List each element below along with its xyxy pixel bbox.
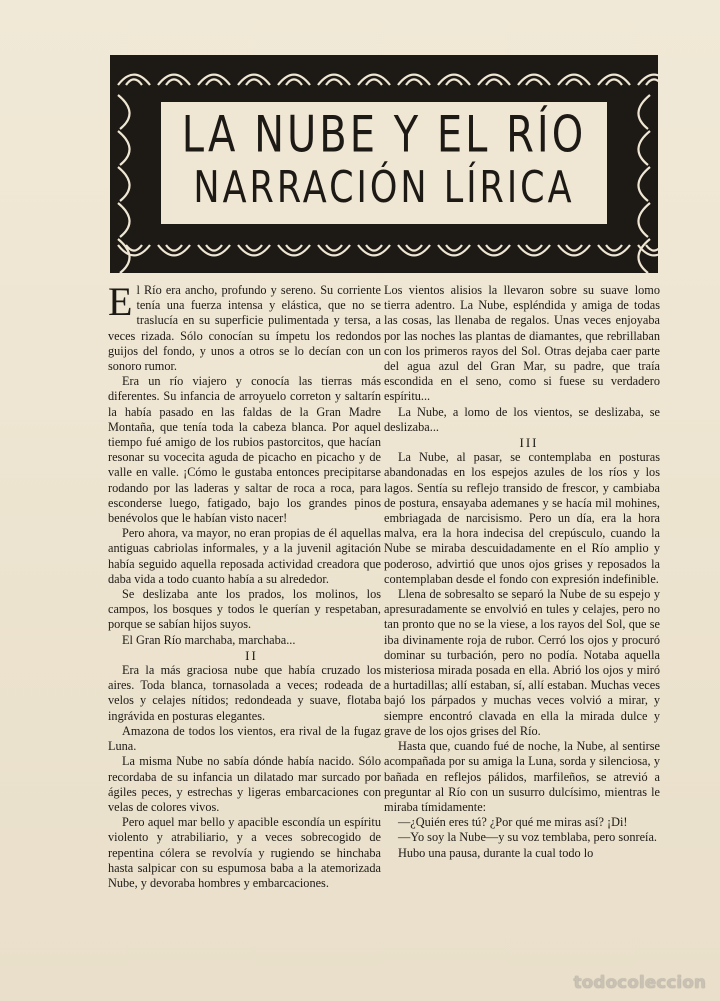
paragraph: Hasta que, cuando fué de noche, la Nube, al sentirse acompañada por su amiga la Luna, sorda y silenciosa, y bañada en reflejos pálidos, marfileños, se atrevió a preguntar al Río con un susurro dulcísimo, mientras le miraba tímidamente:	[384, 739, 660, 814]
drop-cap: E	[108, 279, 133, 324]
right-text-column	[384, 283, 660, 861]
left-text-column	[108, 279, 381, 891]
subtitle: NARRACIÓN LÍRICA	[193, 163, 575, 213]
paragraph: Amazona de todos los vientos, era rival de la fugaz Luna.	[108, 723, 381, 754]
paragraph: La Nube, al pasar, se contemplaba en posturas abandonadas en los espejos azules de los ríos y los lagos. Sentía su reflejo transido de frescor, y cambiaba de postura, ensayaba ademanes y se hacía mil mohines, embriagada de narcisismo. Pero un día, era la hora malva, era la hora indecisa del crepúsculo, cuando la Nube se miraba descuidadamente en el Río amplio y poderoso, advirtió que unos ojos grises y reposados la contemplaban desde el fondo con expresión indefinible.	[384, 450, 660, 586]
paragraph: Era un río viajero y conocía las tierras más diferentes. Su infancia de arroyuelo correton y saltarín la había pasado en las faldas de la Gran Madre Montaña, que tenía toda la cabeza blanca. Por aquel tiempo fué amigo de los rubios pastorcitos, que hacían resonar su vocecita aguda de picacho en picacho y de valle en valle. ¡Cómo le gustaba entonces precipitarse rodando por las laderas y saltar de roca a roca, para esconderse luego, fatigado, bajo los grandes pinos benévolos que le habían visto nacer!	[108, 374, 381, 526]
section-number: II	[245, 647, 258, 663]
main-title: LA NUBE Y EL RÍO	[181, 106, 587, 164]
paragraph	[108, 279, 381, 374]
ornamental-title-frame	[110, 55, 658, 273]
paragraph: Llena de sobresalto se separó la Nube de su espejo y apresuradamente se envolvió en tules y celajes, pero no tan pronto que no se la viese, a los rayos del Sol, que se iba divinamente roja de rubor. Cerró los ojos y procuró dominar su turbación, pero no podía. Notaba aquella misteriosa mirada posada en ella. Abrió los ojos y miró a hurtadillas; allí estaban, sí, allí estaban. Muchas veces bajó los párpados y muchas veces volvió a mirar, y siempre encontró clavada en ella la mirada dulce y grave de los ojos grises del Río.	[384, 587, 660, 738]
paragraph: El Gran Río marchaba, marchaba...	[122, 632, 296, 647]
section-number: III	[519, 435, 539, 451]
paragraph: —Yo soy la Nube—y su voz temblaba, pero sonreía.	[398, 830, 657, 845]
paragraph: —¿Quién eres tú? ¿Por qué me miras así? ¡Di!	[398, 815, 628, 830]
title-box	[158, 99, 610, 227]
watermark-logo: todocoleccion	[573, 973, 706, 993]
paragraph: Pero ahora, va mayor, no eran propias de él aquellas antiguas cabriolas informales, y a la juvenil agitación había seguido aquella reposada actividad creadora que daba vida a todo cuanto había a su alrededor.	[108, 526, 381, 586]
paragraph: La misma Nube no sabía dónde había nacido. Sólo recordaba de su infancia un dilatado mar surcado por ágiles peces, y estrechas y ligeras embarcaciones con velas de colores vivos.	[108, 754, 381, 814]
paragraph: Hubo una pausa, durante la cual todo lo	[398, 845, 594, 860]
paragraph: Era la más graciosa nube que había cruzado los aires. Toda blanca, tornasolada a veces; rodeada de velos y celajes nítidos; redondeada y suave, flotaba ingrávida en posturas elegantes.	[108, 663, 381, 723]
paragraph: Los vientos alisios la llevaron sobre su suave lomo tierra adentro. La Nube, espléndida y amiga de todas las cosas, las llenaba de regalos. Unas veces enjoyaba por las noches las plantas de diamantes, que rebrillaban con los primeros rayos del Sol. Otras dejaba caer parte del agua azul del Gran Mar, su padre, que traía escondida en el seno, como si fuese su verdadero espíritu...	[384, 283, 660, 404]
paragraph: Pero aquel mar bello y apacible escondía un espíritu violento y atrabiliario, y a veces sobrecogido de repentina cólera se revolvía y rugiendo se hinchaba hasta salpicar con su espumosa baba a la atemorizada Nube, y devoraba hombres y embarcaciones.	[108, 815, 381, 890]
paragraph: La Nube, a lomo de los vientos, se deslizaba, se deslizaba...	[384, 404, 660, 434]
paragraph: Se deslizaba ante los prados, los molinos, los campos, los bosques y todos le querían y respetaban, porque se sabían hijos suyos.	[108, 587, 381, 632]
paragraph-text: l Río era ancho, profundo y sereno. Su corriente tenía una fuerza intensa y elástica, que no se traslucía en su superficie pulimentada y tersa, a veces rizada. Sólo conocían su ímpetu los redondos guijos del fondo, y unos a otros se lo decían con un sonoro rumor.	[108, 283, 381, 374]
